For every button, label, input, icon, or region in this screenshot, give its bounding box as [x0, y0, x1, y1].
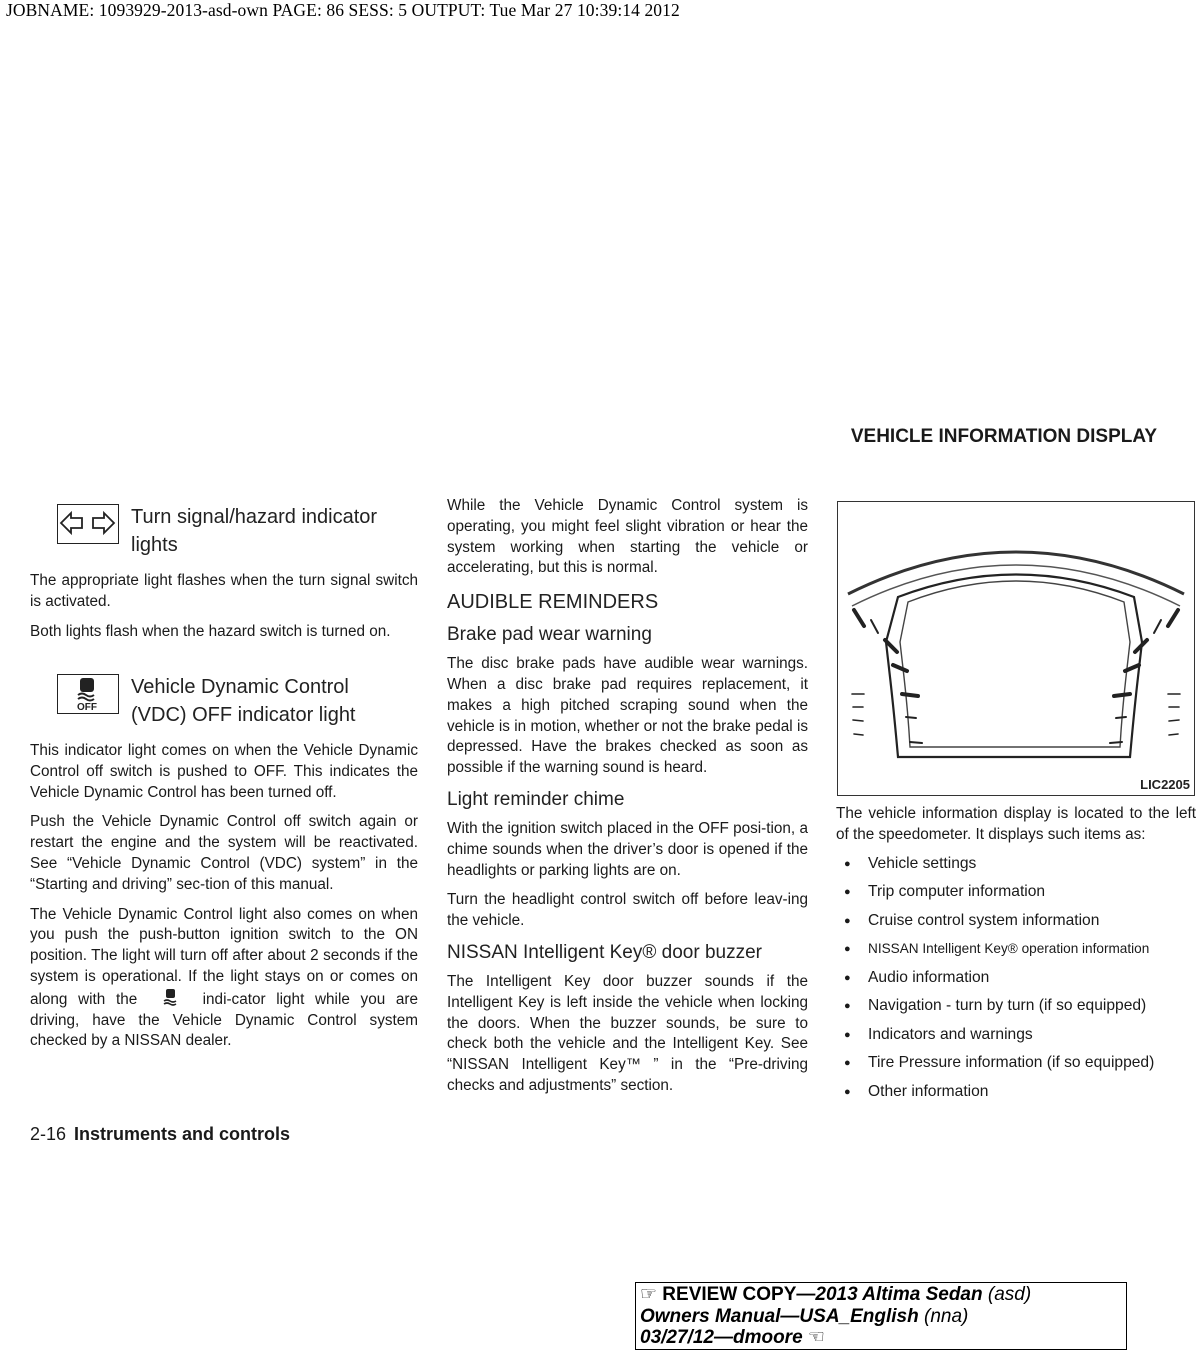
vdc-off-icon-text: OFF — [77, 702, 97, 712]
instrument-cluster-illustration — [838, 502, 1194, 795]
vdc-para2: Push the Vehicle Dynamic Control off switch again or restart the engine and the system will be reactivated. See “Vehicle Dynamic Control (VDC) system” in the “Starting and driving” sec-tion of this manual. — [30, 813, 418, 893]
vdc-off-icon — [57, 674, 119, 714]
brake-wear-heading: Brake pad wear warning — [447, 624, 652, 646]
vdc-para3: The Vehicle Dynamic Control light also comes on when you push the push-button ignition switch to the ON position. The light will turn off after about 2 seconds if the system is operational. If the light stays on or comes on along with the indi-cator light while you are driving, have the Vehicle Dynamic Control system checked by a NISSAN dealer. — [30, 905, 419, 1050]
job-header: JOBNAME: 1093929-2013-asd-own PAGE: 86 SESS: 5 OUTPUT: Tue Mar 27 10:39:14 2012 — [6, 0, 680, 20]
instrument-cluster-figure — [837, 501, 1195, 796]
turn-signal-text — [30, 571, 418, 651]
light-chime-text2: Turn the headlight control switch off before leav-ing the vehicle. — [447, 891, 808, 930]
key-buzzer-text: The Intelligent Key door buzzer sounds if the Intelligent Key is left inside the vehicle when locking the doors. When the buzzer sounds, be sure to check both the vehicle and the Intelligent Key. See “NISSAN Intelligent Key™ ” in the “Pre-driving checks and adjustments” section. — [447, 972, 808, 1094]
list-item: ● Audio information — [836, 964, 1196, 993]
right-column-text — [836, 804, 1196, 1106]
turn-signal-arrows-icon — [57, 504, 119, 544]
light-chime-text1: With the ignition switch placed in the OFF posi-tion, a chime sounds when the driver’s door is opened if the headlights or parking lights are on. — [447, 819, 808, 879]
list-item: ● Cruise control system information — [836, 907, 1196, 936]
vdc-off-title: Vehicle Dynamic Control (VDC) OFF indicator light — [131, 676, 356, 726]
list-item: ● Indicators and warnings — [836, 1021, 1196, 1050]
list-item: ● Trip computer information — [836, 878, 1196, 907]
list-item: ● Tire Pressure information (if so equipped) — [836, 1049, 1196, 1078]
chapter-name: Instruments and controls — [74, 1124, 291, 1144]
vid-item-list — [836, 850, 1196, 1107]
list-item: ● NISSAN Intelligent Key® operation information — [836, 935, 1196, 964]
turn-signal-title: Turn signal/hazard indicator lights — [131, 506, 378, 556]
page-number: 2-16 — [30, 1124, 67, 1144]
middle-column — [447, 496, 808, 1106]
vdc-normal-note: While the Vehicle Dynamic Control system is operating, you might feel slight vibration or hear the system working when starting the vehicle or accelerating, but this is normal. — [447, 497, 808, 577]
list-item: ● Vehicle settings — [836, 850, 1196, 879]
slip-indicator-icon — [148, 988, 192, 1008]
pointing-hand-icon: ☜ — [807, 1327, 825, 1348]
vid-intro: The vehicle information display is located to the left of the speedometer. It displays such items as: — [836, 805, 1196, 843]
vdc-para1: This indicator light comes on when the Vehicle Dynamic Control off switch is pushed to OFF. This indicates the Vehicle Dynamic Control has been turned off. — [30, 742, 418, 801]
page-footer — [30, 1124, 290, 1145]
turn-signal-para2: Both lights flash when the hazard switch is turned on. — [30, 622, 391, 640]
audible-reminders-heading: AUDIBLE REMINDERS — [447, 591, 659, 614]
brake-wear-text: The disc brake pads have audible wear warnings. When a disc brake pad requires replacement, it makes a high pitched scraping sound when the vehicle is in motion, whether or not the brake pedal is depressed. Have the brakes checked as soon as possible if the warning sound is heard. — [447, 655, 808, 777]
figure-label: LIC2205 — [1140, 777, 1190, 792]
turn-signal-para1: The appropriate light flashes when the turn signal switch is activated. — [30, 572, 418, 610]
vdc-off-text — [30, 741, 418, 1061]
list-item: ● Other information — [836, 1078, 1196, 1107]
key-buzzer-heading: NISSAN Intelligent Key® door buzzer — [447, 941, 762, 963]
section-title: VEHICLE INFORMATION DISPLAY — [850, 426, 1157, 447]
list-item: ● Navigation - turn by turn (if so equipped) — [836, 992, 1196, 1021]
light-chime-heading: Light reminder chime — [447, 788, 625, 810]
review-copy-box: ☞ REVIEW COPY—2013 Altima Sedan (asd) Owners Manual—USA_English (nna) 03/27/12—dmoore ☜ — [635, 1282, 1127, 1350]
